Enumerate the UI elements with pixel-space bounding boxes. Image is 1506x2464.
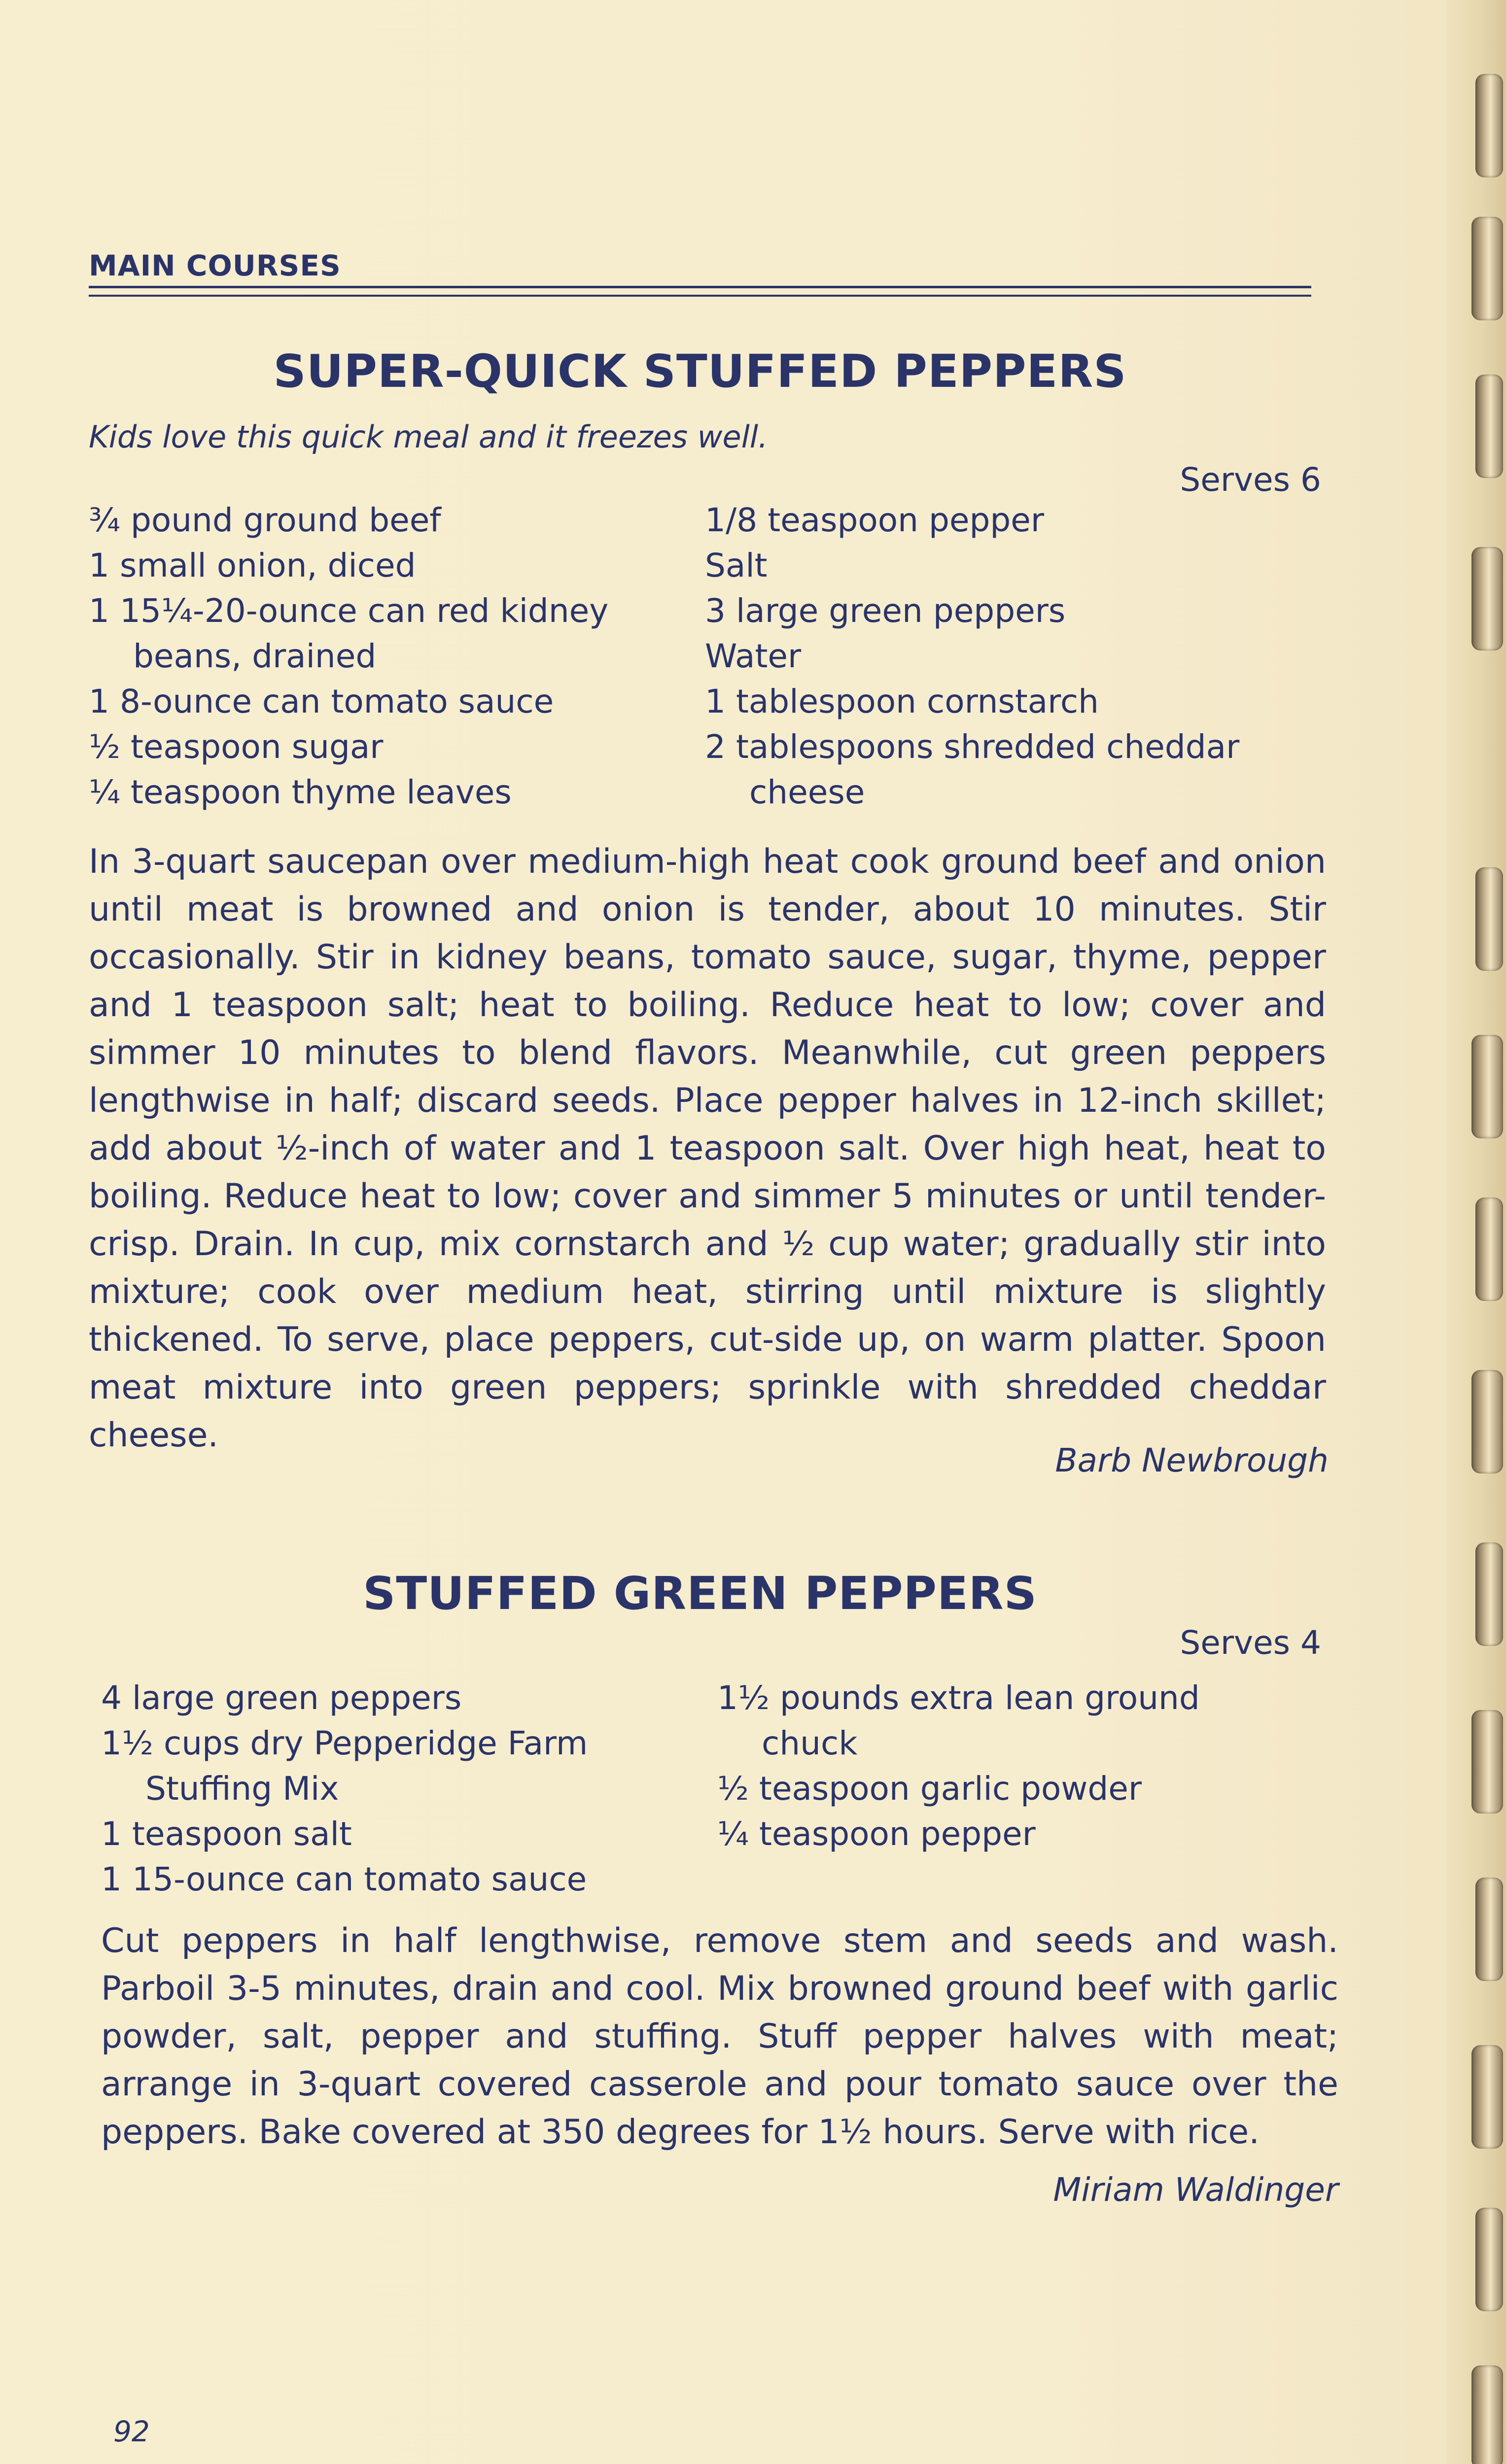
ingredient: 1½ cups dry Pepperidge Farm bbox=[101, 1724, 588, 1762]
recipe-title: SUPER-QUICK STUFFED PEPPERS bbox=[273, 345, 1127, 398]
ingredient: Water bbox=[705, 637, 802, 675]
ingredient: 3 large green peppers bbox=[705, 592, 1066, 630]
ingredient: 1 15-ounce can tomato sauce bbox=[101, 1860, 587, 1898]
ingredient: 1 teaspoon salt bbox=[101, 1815, 352, 1853]
binding-ring bbox=[1471, 1370, 1503, 1473]
binding-ring bbox=[1475, 375, 1503, 478]
page-number: 92 bbox=[113, 2415, 150, 2448]
section-header: MAIN COURSES bbox=[89, 249, 341, 282]
recipe-intro: Kids love this quick meal and it freezes well. bbox=[89, 419, 768, 455]
binding-ring bbox=[1475, 74, 1503, 177]
recipe-author: Miriam Waldinger bbox=[1053, 2171, 1338, 2209]
header-rule bbox=[89, 286, 1311, 288]
ingredient: 2 tablespoons shredded cheddar bbox=[705, 728, 1240, 766]
ingredients-left bbox=[101, 1676, 588, 1902]
binding-ring bbox=[1471, 547, 1503, 650]
binding-ring bbox=[1475, 2208, 1503, 2311]
binding-ring bbox=[1475, 867, 1503, 971]
recipe-title: STUFFED GREEN PEPPERS bbox=[363, 1567, 1037, 1620]
ingredient: chuck bbox=[762, 1724, 858, 1762]
binding-ring bbox=[1471, 1035, 1503, 1138]
binding-ring bbox=[1471, 1710, 1503, 1814]
serves-label: Serves 6 bbox=[1180, 461, 1321, 499]
recipe-directions: In 3-quart saucepan over medium-high heat cook ground beef and onion until meat is browned and onion is tender, about 10 minutes. Stir occasionally. Stir in kidney beans, tomato sauce, sugar, thyme, pepper and 1 teaspoon salt; heat to boiling. Reduce heat to low; cover and simmer 10 minutes to blend flavors. Meanwhile, cut green peppers lengthwise in half; discard seeds. Place pepper halves in 12-inch skillet; add about ½-inch of water and 1 teaspoon salt. Over high heat, heat to boiling. Reduce heat to low; cover and simmer 5 minutes or until tender-crisp. Drain. In cup, mix cornstarch and ½ cup water; gradually stir into mixture; cook over medium heat, stirring until mixture is slightly thickened. To serve, place peppers, cut-side up, on warm platter. Spoon meat mixture into green peppers; sprinkle with shredded cheddar cheese. bbox=[89, 842, 1326, 1455]
binding-ring bbox=[1471, 217, 1503, 320]
recipe-directions: Cut peppers in half lengthwise, remove stem and seeds and wash. Parboil 3-5 minutes, drain and cool. Mix browned ground beef with garlic powder, salt, pepper and stuffing. Stuff pepper halves with meat; arrange in 3-quart covered casserole and pour tomato sauce over the peppers. Bake covered at 350 degrees for 1½ hours. Serve with rice. bbox=[101, 1921, 1338, 2152]
serves-label: Serves 4 bbox=[1180, 1624, 1321, 1662]
ingredient: 1 small onion, diced bbox=[89, 547, 416, 584]
ingredient: 1 tablespoon cornstarch bbox=[705, 683, 1099, 720]
ingredient: 1 8-ounce can tomato sauce bbox=[89, 683, 554, 720]
ingredient: ¼ teaspoon thyme leaves bbox=[89, 773, 512, 811]
ingredients-right bbox=[717, 1676, 1200, 1857]
binding-ring bbox=[1475, 1542, 1503, 1646]
binding-ring bbox=[1475, 1878, 1503, 1981]
ingredient: cheese bbox=[749, 773, 865, 811]
ingredient: 4 large green peppers bbox=[101, 1679, 462, 1717]
ingredient: ¾ pound ground beef bbox=[89, 501, 441, 539]
header-rule bbox=[89, 295, 1311, 297]
ingredient: ¼ teaspoon pepper bbox=[717, 1815, 1036, 1853]
ingredients-right bbox=[705, 498, 1239, 815]
ingredient: Stuffing Mix bbox=[145, 1770, 339, 1808]
binding-ring bbox=[1471, 2365, 1503, 2464]
binding-ring bbox=[1475, 1198, 1503, 1301]
ingredients-left bbox=[89, 498, 608, 815]
ingredient: 1½ pounds extra lean ground bbox=[717, 1679, 1200, 1717]
ingredient: ½ teaspoon garlic powder bbox=[717, 1770, 1142, 1808]
ingredient: ½ teaspoon sugar bbox=[89, 728, 384, 766]
recipe-author: Barb Newbrough bbox=[1055, 1441, 1329, 1479]
binding-ring bbox=[1471, 2045, 1503, 2149]
ingredient: beans, drained bbox=[133, 637, 377, 675]
ingredient: 1 15¼-20-ounce can red kidney bbox=[89, 592, 609, 630]
spiral-binding bbox=[1447, 0, 1506, 2464]
ingredient: 1/8 teaspoon pepper bbox=[705, 501, 1045, 539]
ingredient: Salt bbox=[705, 547, 768, 584]
